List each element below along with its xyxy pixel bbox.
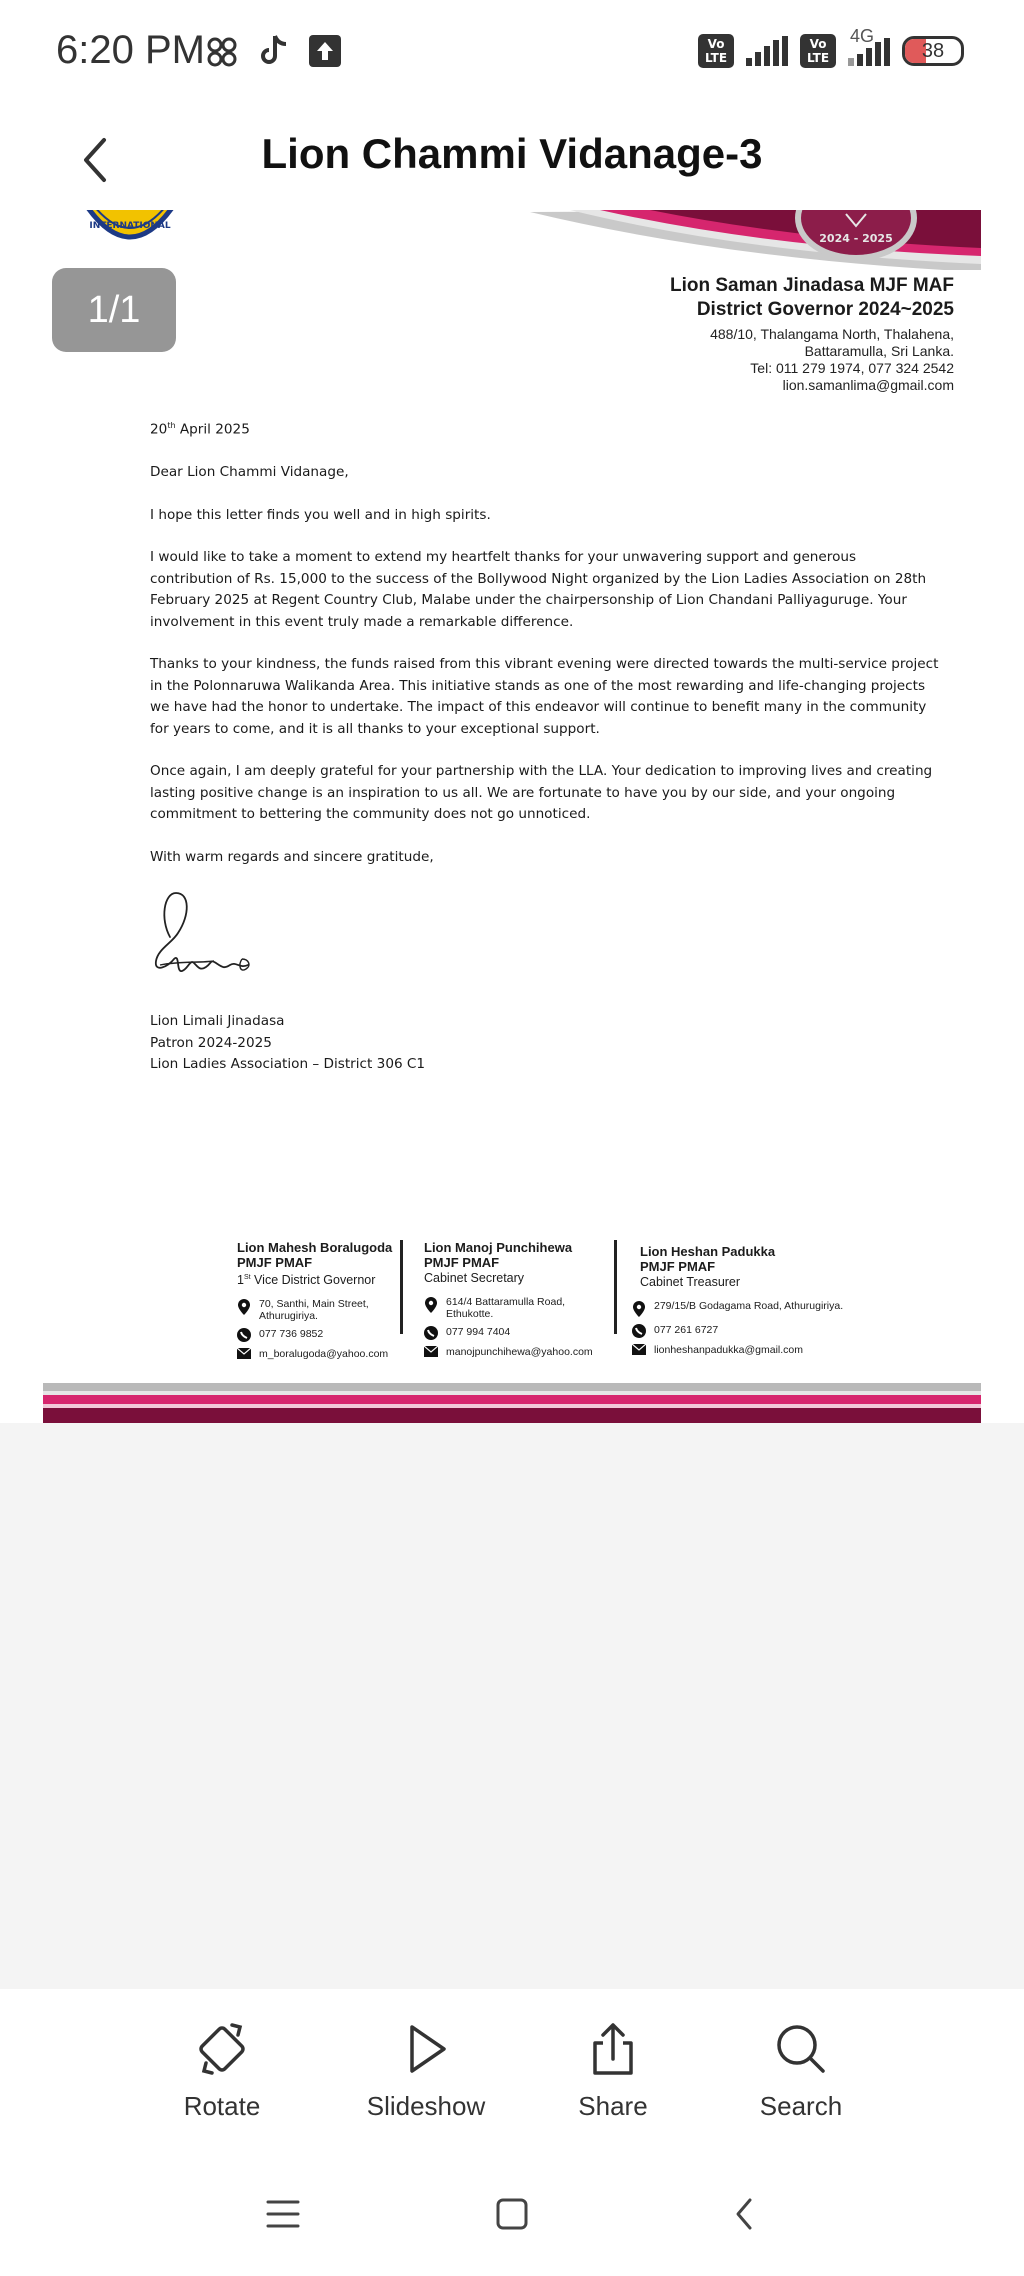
contact-address: 70, Santhi, Main Street, Athurugiriya. [259, 1298, 369, 1323]
contact-role-suffix: St [243, 1274, 251, 1281]
home-button[interactable] [472, 2184, 552, 2244]
battery-icon [902, 36, 964, 66]
rotate-button[interactable] [137, 2019, 307, 2122]
letterhead-email: lion.samanlima@gmail.com [782, 377, 954, 393]
contact-role-number: 1 [237, 1273, 244, 1288]
signer-block [150, 1011, 940, 1076]
contact-address-row [632, 1300, 847, 1318]
contact-phone-row [424, 1326, 614, 1340]
status-indicators [698, 26, 964, 68]
app-switcher-icon [204, 34, 240, 75]
document-title: Lion Chammi Vidanage-3 [261, 130, 763, 177]
contact-name: Lion Heshan Padukka [640, 1244, 776, 1259]
contact-titles: PMJF PMAF [640, 1259, 716, 1274]
system-back-button[interactable] [706, 2184, 786, 2244]
date-rest: April 2025 [175, 421, 250, 438]
email-icon [632, 1344, 646, 1355]
contact-phone-row [237, 1328, 407, 1342]
volte-icon: Vo LTE [800, 34, 836, 68]
letterhead-role: District Governor 2024~2025 [696, 299, 954, 320]
contact-phone-row [632, 1324, 847, 1338]
menu-icon [242, 2184, 322, 2244]
letter-paragraph-3: Thanks to your kindness, the funds raised from this vibrant evening were directed towards the multi-service project in the Polonnaruwa Walikanda Area. This initiative stands as one of the most rewarding and life-changing projects we have had the honor to undertake. The impact of this endeavor will continue to benefit many in the community for years to come, and it is all thanks to your exceptional support. [150, 656, 939, 737]
viewer-background [0, 1423, 1024, 1989]
document-page[interactable] [0, 210, 1024, 1423]
contact-titles: PMJF PMAF [424, 1255, 500, 1270]
contact-email-row [237, 1348, 407, 1360]
phone-icon [424, 1326, 438, 1340]
location-pin-icon [237, 1298, 251, 1316]
location-pin-icon [632, 1300, 646, 1318]
contact-name: Lion Manoj Punchihewa [424, 1240, 573, 1255]
date-day: 20 [150, 421, 168, 438]
contact-email: manojpunchihewa@yahoo.com [446, 1346, 593, 1358]
footer-contact-1 [237, 1240, 407, 1360]
system-nav-bar [0, 2154, 1024, 2276]
footer-divider [400, 1240, 403, 1334]
svg-text:INTERNATIONAL: INTERNATIONAL [89, 221, 171, 231]
letterhead-swoosh [530, 210, 981, 275]
phone-icon [632, 1324, 646, 1338]
contact-phone: 077 261 6727 [654, 1324, 719, 1336]
share-label: Share [578, 2091, 648, 2121]
phone-icon [237, 1328, 251, 1342]
battery-level: 38 [921, 40, 945, 62]
email-icon [237, 1348, 251, 1359]
search-label: Search [759, 2091, 843, 2121]
play-icon [396, 2019, 456, 2079]
letter-closing: With warm regards and sincere gratitude, [150, 848, 434, 865]
page-indicator: 1/1 [52, 268, 176, 352]
signer-role: Patron 2024-2025 [150, 1034, 272, 1051]
contact-email: lionheshanpadukka@gmail.com [654, 1344, 803, 1356]
letterhead-tel: Tel: 011 279 1974, 077 324 2542 [750, 360, 954, 376]
footer-stripes [43, 1383, 981, 1423]
contact-titles: PMJF PMAF [237, 1255, 313, 1270]
letter-paragraph-2: I would like to take a moment to extend my heartfelt thanks for your unwavering support and generous contribution of Rs. 15,000 to the success of the Bollywood Night organized by the Lion Ladies Association on 28th February 2025 at Regent Country Club, Malabe under the chairpersonship of Lion Chandani Palliyaguruge. Your involvement in this event truly made a remarkable difference. [150, 549, 927, 630]
share-icon [583, 2019, 643, 2079]
network-type-label: 4G [850, 26, 875, 46]
letterhead-name: Lion Saman Jinadasa MJF MAF [670, 275, 954, 296]
badge-year: 2024 - 2025 [819, 232, 893, 245]
signer-name: Lion Limali Jinadasa [150, 1013, 285, 1030]
upload-icon [308, 34, 342, 73]
contact-email-row [632, 1344, 847, 1356]
volte-icon: Vo LTE [698, 34, 734, 68]
search-icon [771, 2019, 831, 2079]
footer-divider [614, 1240, 617, 1334]
contact-name: Lion Mahesh Boralugoda [237, 1240, 393, 1255]
signer-org: Lion Ladies Association – District 306 C1 [150, 1056, 426, 1073]
letter-paragraph-4: Once again, I am deeply grateful for your partnership with the LLA. Your dedication to improving lives and creating lasting positive change is an inspiration to us all. We are fortunate to have you by our side, and your ongoing commitment to bettering the community does not go unnoticed. [150, 763, 933, 823]
back-chevron-icon [706, 2184, 786, 2244]
date-suffix: th [167, 421, 176, 430]
email-icon [424, 1346, 438, 1357]
contact-role-text: Vice District Governor [250, 1273, 376, 1288]
letter-date [150, 415, 940, 441]
rotate-icon [192, 2019, 252, 2079]
contact-phone: 077 736 9852 [259, 1328, 324, 1341]
footer-contacts [222, 1240, 842, 1400]
letterhead-info [670, 274, 954, 394]
slideshow-button[interactable] [341, 2019, 511, 2122]
title-bar [0, 110, 1024, 210]
contact-address: 279/15/B Godagama Road, Athurugiriya. [654, 1300, 844, 1312]
letter-body [150, 415, 940, 1076]
location-pin-icon [424, 1296, 438, 1314]
bottom-toolbar [0, 1989, 1024, 2154]
letter-salutation: Dear Lion Chammi Vidanage, [150, 464, 349, 481]
contact-email: m_boralugoda@yahoo.com [259, 1348, 389, 1361]
contact-role [237, 1270, 407, 1288]
contact-address-row [424, 1296, 614, 1320]
footer-contact-2 [424, 1240, 614, 1358]
network-4g-icon [848, 26, 890, 66]
status-bar [0, 0, 1024, 110]
status-time: 6:20 PM [56, 28, 205, 72]
home-square-icon [472, 2184, 552, 2244]
handwritten-signature [150, 889, 940, 1007]
signal-icon [746, 36, 788, 66]
slideshow-label: Slideshow [366, 2091, 486, 2121]
recent-apps-button[interactable] [242, 2184, 322, 2244]
contact-address: 614/4 Battaramulla Road, Ethukotte. [446, 1296, 566, 1320]
lions-logo [80, 210, 180, 253]
contact-phone: 077 994 7404 [446, 1326, 511, 1338]
search-button[interactable] [716, 2019, 886, 2122]
letterhead-address-1: 488/10, Thalangama North, Thalahena, [710, 326, 954, 342]
footer-contact-3 [632, 1244, 847, 1356]
letterhead-address-2: Battaramulla, Sri Lanka. [804, 343, 954, 359]
contact-email-row [424, 1346, 614, 1358]
contact-address-row [237, 1298, 407, 1322]
share-button[interactable] [528, 2019, 698, 2122]
letter-paragraph-1: I hope this letter finds you well and in high spirits. [150, 506, 491, 523]
contact-role: Cabinet Treasurer [640, 1275, 741, 1289]
contact-role: Cabinet Secretary [424, 1271, 525, 1285]
tiktok-icon [258, 34, 288, 73]
rotate-label: Rotate [183, 2091, 261, 2121]
